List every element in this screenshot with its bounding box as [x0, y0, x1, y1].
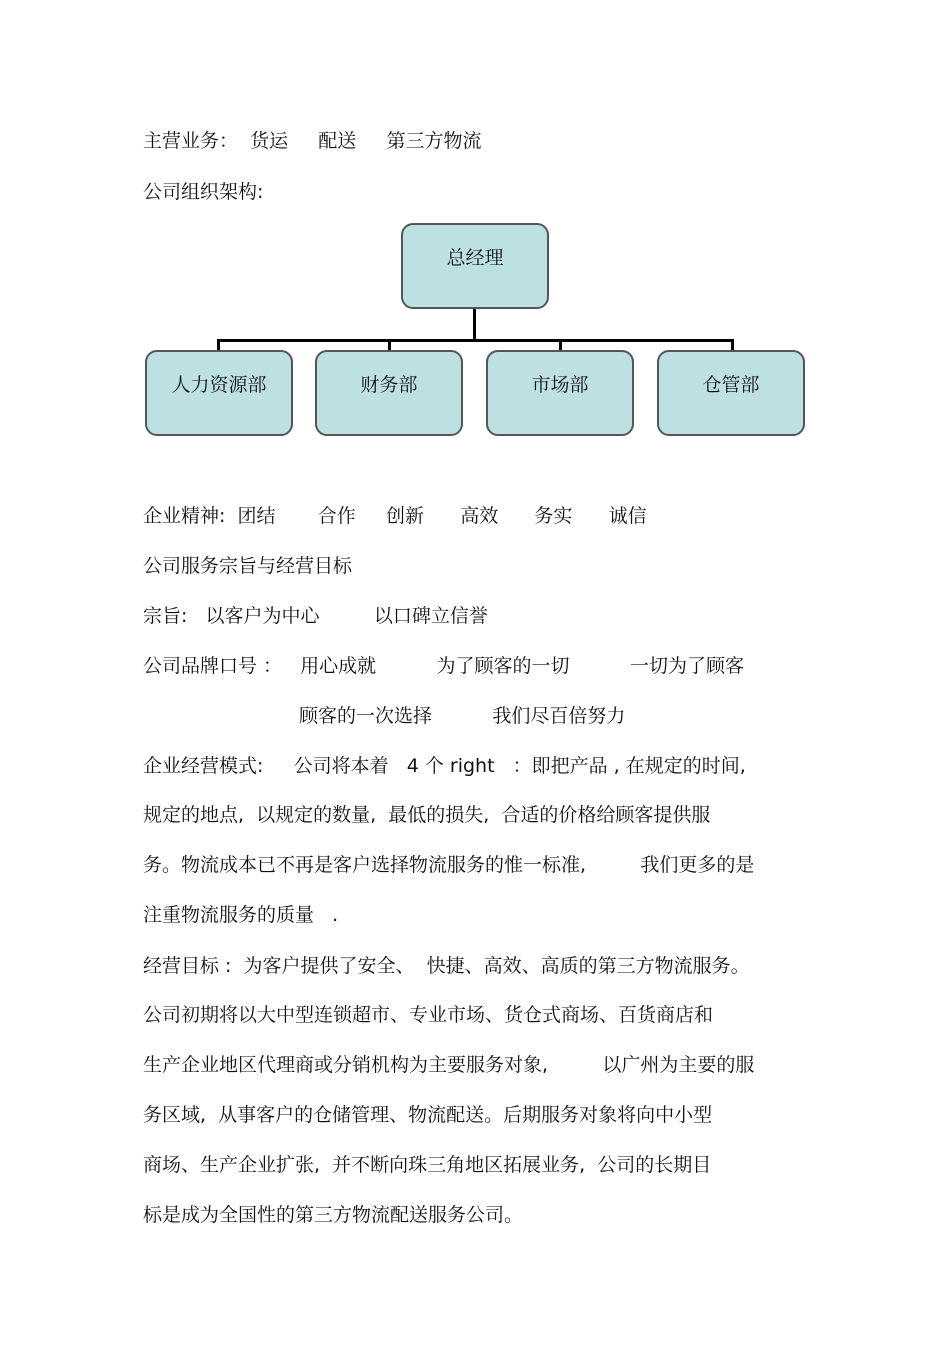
- org-node-hr: 人力资源部: [145, 350, 293, 436]
- purpose-line: 宗旨: 以客户为中心 以口碑立信誉: [143, 605, 488, 627]
- business-goal-line-4: 务区域, 从事客户的仓储管理、物流配送。后期服务对象将向中小型: [143, 1104, 713, 1126]
- org-chart: [0, 0, 950, 460]
- enterprise-spirit-line: 企业精神: 团结 合作 创新 高效 务实 诚信: [143, 505, 647, 527]
- org-connector-horizontal: [217, 339, 734, 342]
- org-node-finance: 财务部: [315, 350, 463, 436]
- org-structure-title: 公司组织架构:: [143, 181, 264, 203]
- org-node-general-manager: 总经理: [401, 223, 549, 309]
- org-connector-root-stem: [473, 309, 476, 340]
- business-model-line-4: 注重物流服务的质量 .: [143, 904, 339, 926]
- org-node-warehouse: 仓管部: [657, 350, 805, 436]
- business-goal-line-2: 公司初期将以大中型连锁超市、专业市场、货仓式商场、百货商店和: [143, 1004, 714, 1026]
- org-node-marketing: 市场部: [486, 350, 634, 436]
- slogan-line-1: 公司品牌口号 ： 用心成就 为了顾客的一切 一切为了顾客: [143, 655, 744, 677]
- main-business-line: 主营业务： 货运 配送 第三方物流: [143, 130, 482, 152]
- slogan-line-2: 顾客的一次选择 我们尽百倍努力: [299, 705, 626, 727]
- business-goal-line-5: 商场、生产企业扩张, 并不断向珠三角地区拓展业务, 公司的长期目: [143, 1154, 712, 1176]
- service-purpose-title: 公司服务宗旨与经营目标: [143, 555, 353, 577]
- business-model-line-2: 规定的地点, 以规定的数量, 最低的损失, 合适的价格给顾客提供服: [143, 804, 711, 826]
- business-goal-line-3: 生产企业地区代理商或分销机构为主要服务对象, 以广州为主要的服: [143, 1054, 755, 1076]
- business-model-line-1: 企业经营模式: 公司将本着 4 个 right ：即把产品 , 在规定的时间,: [143, 755, 746, 777]
- business-goal-line-1: 经营目标 : 为客户提供了安全、 快捷、高效、高质的第三方物流服务。: [143, 955, 750, 977]
- business-goal-line-6: 标是成为全国性的第三方物流配送服务公司。: [143, 1204, 524, 1226]
- business-model-line-3: 务。物流成本已不再是客户选择物流服务的惟一标准, 我们更多的是: [143, 854, 755, 876]
